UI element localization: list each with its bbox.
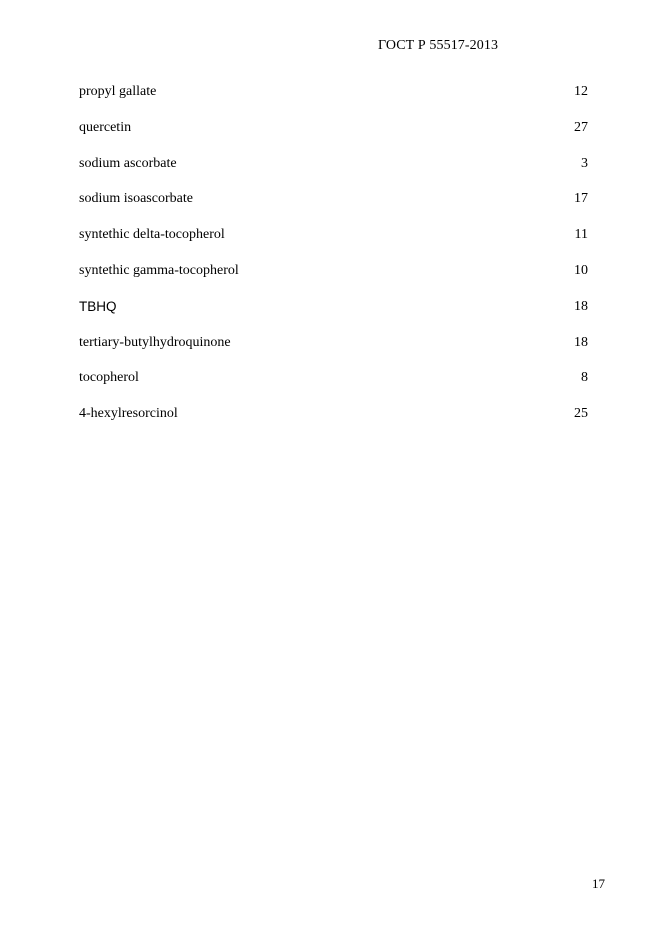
index-entry: [79, 227, 588, 263]
index-page-number: 12: [574, 84, 588, 99]
page-number: 17: [592, 876, 605, 891]
index-term: sodium isoascorbate: [79, 191, 193, 207]
index-entry: [79, 299, 588, 335]
index-term: propyl gallate: [79, 84, 157, 99]
index-entry: [79, 84, 588, 120]
index-page-number: 10: [574, 262, 588, 278]
index-term: 4-hexylresorcinol: [79, 406, 178, 422]
index-term: tertiary-butylhydroquinone: [79, 334, 231, 350]
index-term: sodium ascorbate: [79, 155, 177, 171]
index-page-number: 11: [574, 227, 588, 243]
index-entry: [79, 120, 588, 156]
index-page-number: 25: [574, 406, 588, 422]
index-entry: [79, 406, 588, 442]
index-term: syntethic gamma-tocopherol: [79, 262, 239, 278]
index-entry: [79, 263, 588, 299]
index-term: TBHQ: [79, 298, 117, 314]
index-page-number: 17: [574, 191, 588, 207]
document-standard-header: ГОСТ Р 55517-2013: [378, 38, 499, 53]
index-entry: [79, 156, 588, 192]
index-entry: [79, 335, 588, 371]
index-entry: [79, 370, 588, 406]
index-page-number: 3: [581, 155, 588, 171]
index-page-number: 18: [574, 298, 588, 314]
index-page-number: 18: [574, 334, 588, 350]
index-term: tocopherol: [79, 370, 139, 386]
index-entry: [79, 191, 588, 227]
index-list: [79, 84, 588, 442]
index-term: quercetin: [79, 119, 132, 135]
index-page-number: 27: [574, 119, 588, 135]
index-term: syntethic delta-tocopherol: [79, 227, 225, 243]
index-page-number: 8: [581, 370, 588, 386]
